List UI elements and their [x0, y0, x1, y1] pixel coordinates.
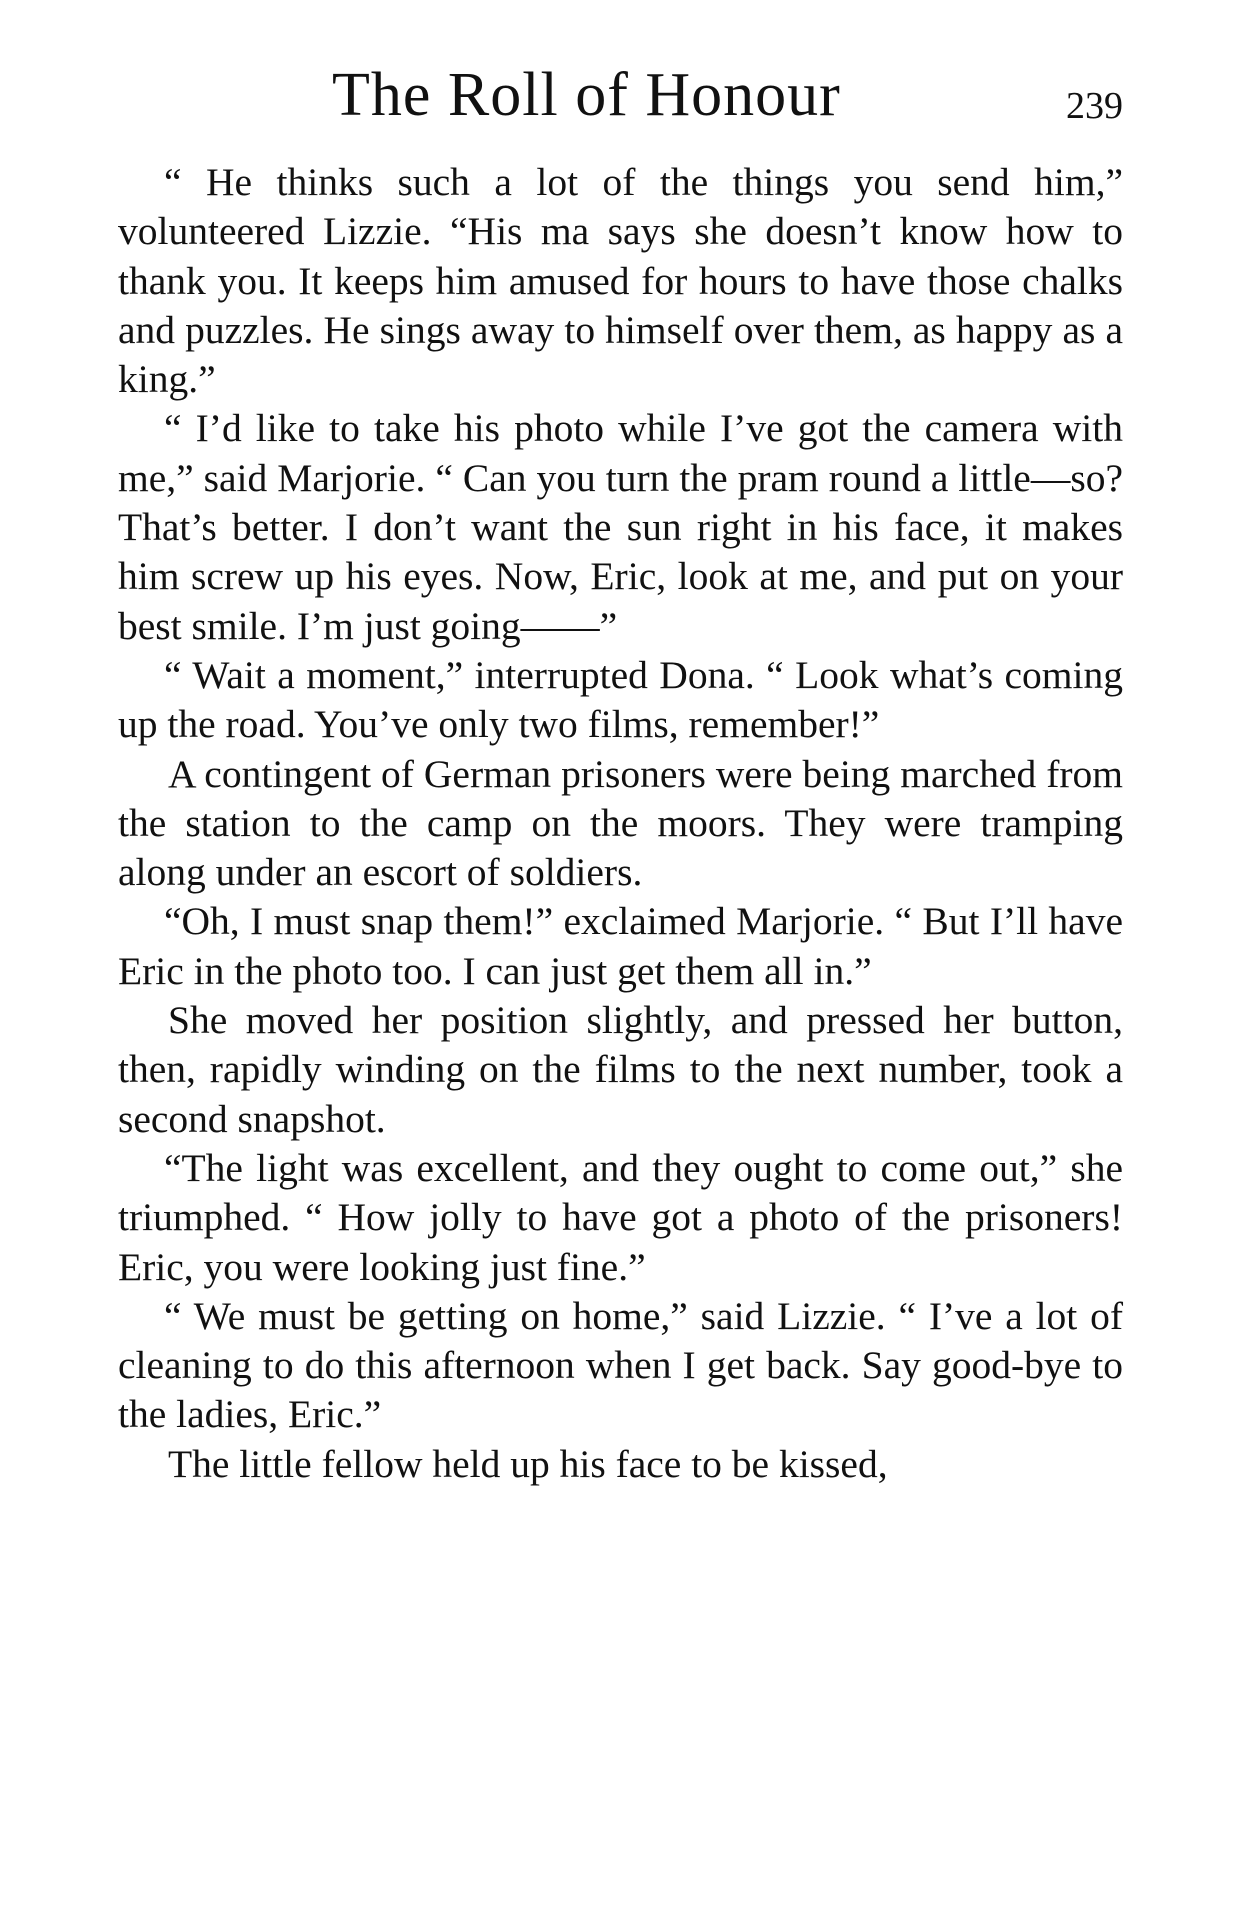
paragraph: A contingent of German prisoners were being marched from the station to the camp on the moors. They were tramping along under an escort of soldiers.: [118, 751, 1123, 895]
body-text: [118, 158, 1123, 1489]
paragraph: “ We must be getting on home,” said Lizzie. “ I’ve a lot of cleaning to do this afternoon when I get back. Say good-bye to the ladies, Eric.”: [118, 1293, 1123, 1437]
paragraph: She moved her position slightly, and pressed her button, then, rapidly winding on the films to the next number, took a second snapshot.: [118, 998, 1123, 1141]
paragraph: “ I’d like to take his photo while I’ve got the camera with me,” said Marjorie. “ Can you turn the pram round a little—so? That’s better. I don’t want the sun right in his face, it makes him screw up his eyes. Now, Eric, look at me, and put on your best smile. I’m just going——”: [118, 406, 1123, 648]
paragraph: “Oh, I must snap them!” exclaimed Marjorie. “ But I’ll have Eric in the photo too. I can just get them all in.”: [118, 899, 1123, 993]
paragraph: “ He thinks such a lot of the things you send him,” volunteered Lizzie. “His ma says she doesn’t know how to thank you. It keeps him amused for hours to have those chalks and puzzles. He sings away to himself over them, as happy as a king.”: [118, 160, 1123, 402]
paragraph: “The light was excellent, and they ought to come out,” she triumphed. “ How jolly to have got a photo of the prisoners! Eric, you were looking just fine.”: [118, 1145, 1123, 1289]
paragraph: “ Wait a moment,” interrupted Dona. “ Look what’s coming up the road. You’ve only two films, remember!”: [118, 652, 1123, 747]
book-page: [118, 60, 1123, 1489]
running-title: The Roll of Honour: [332, 61, 841, 129]
page-header: [118, 60, 1123, 148]
page-number: 239: [1066, 85, 1123, 127]
paragraph: The little fellow held up his face to be kissed,: [168, 1441, 888, 1486]
